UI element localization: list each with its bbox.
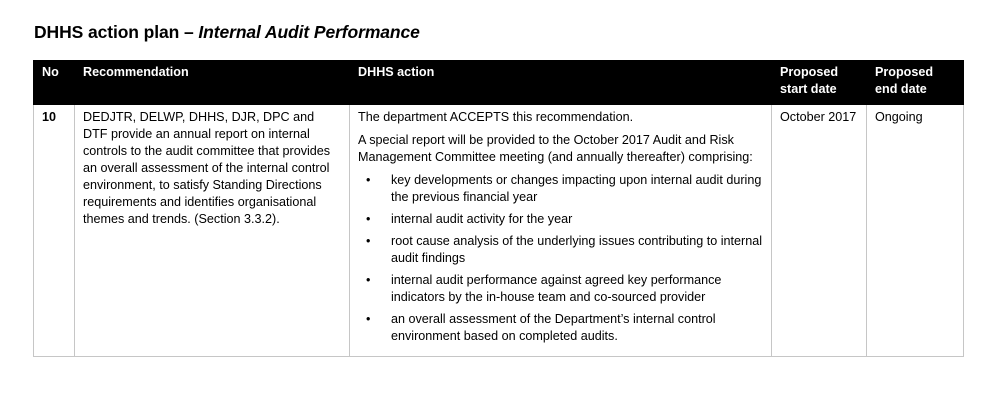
- list-item: [358, 172, 763, 206]
- title-italic: Internal Audit Performance: [198, 22, 420, 42]
- header-dhhs-action: DHHS action: [350, 61, 772, 105]
- list-item: [358, 311, 763, 345]
- header-no: No: [34, 61, 75, 105]
- page-title: [34, 22, 420, 43]
- header-start-date: Proposed start date: [772, 61, 867, 105]
- cell-end-date: Ongoing: [867, 105, 964, 357]
- list-item: [358, 211, 763, 228]
- bullet-icon: •: [366, 234, 371, 248]
- action-bullet-list: [358, 172, 763, 345]
- list-item: [358, 233, 763, 267]
- cell-recommendation: DEDJTR, DELWP, DHHS, DJR, DPC and DTF provide an annual report on internal controls to the audit committee that provides an overall assessment of the internal control environment, to satisfy Standing Directions requirements and identifies organisational themes and trends. (Section 3.3.2).: [75, 105, 350, 357]
- header-recommendation: Recommendation: [75, 61, 350, 105]
- title-prefix: DHHS action plan –: [34, 22, 199, 42]
- cell-start-date: October 2017: [772, 105, 867, 357]
- action-acceptance: The department ACCEPTS this recommendation.: [358, 110, 634, 124]
- bullet-icon: •: [366, 212, 371, 226]
- header-end-date: Proposed end date: [867, 61, 964, 105]
- table-row: [34, 105, 964, 357]
- list-item-text: an overall assessment of the Department’s internal control environment based on completed audits.: [391, 312, 716, 343]
- action-description: A special report will be provided to the October 2017 Audit and Risk Management Committee meeting (and annually thereafter) comprising:: [358, 133, 753, 164]
- list-item-text: internal audit performance against agreed key performance indicators by the in-house team and co-sourced provider: [391, 273, 722, 304]
- bullet-icon: •: [366, 273, 371, 287]
- action-plan-table: [33, 60, 964, 357]
- bullet-icon: •: [366, 312, 371, 326]
- bullet-icon: •: [366, 173, 371, 187]
- table-header-row: [34, 61, 964, 105]
- cell-dhhs-action: [350, 105, 772, 357]
- list-item-text: root cause analysis of the underlying issues contributing to internal audit findings: [391, 234, 763, 265]
- list-item-text: key developments or changes impacting upon internal audit during the previous financial year: [391, 173, 762, 204]
- cell-no: 10: [34, 105, 75, 357]
- list-item: [358, 272, 763, 306]
- list-item-text: internal audit activity for the year: [391, 212, 573, 226]
